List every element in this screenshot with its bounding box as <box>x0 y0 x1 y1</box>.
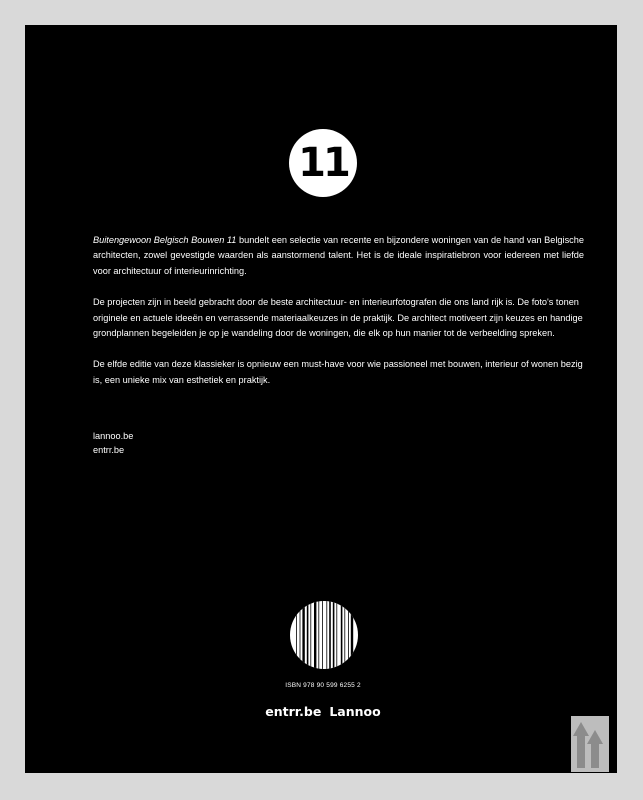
edition-number: 11 <box>298 140 348 186</box>
isbn-number: ISBN 978 90 599 6255 2 <box>285 682 361 689</box>
description <box>93 233 584 404</box>
entrr-logo: entrr.be <box>265 704 322 719</box>
link-lannoo[interactable]: lannoo.be <box>93 431 134 441</box>
back-cover <box>25 25 617 773</box>
description-paragraph-3: De elfde editie van deze klassieker is opnieuw een must-have voor wie passioneel met bouwen, interieur of wonen bezig is, een unieke mix van esthetiek en praktijk. <box>93 359 583 385</box>
arrow-sticker-icon <box>571 716 609 772</box>
publisher-logos <box>253 704 393 719</box>
publisher-links <box>93 429 133 457</box>
barcode-icon <box>290 601 358 669</box>
link-entrr[interactable]: entrr.be <box>93 445 125 455</box>
paragraph-1-text: bundelt een selectie van recente en bijzondere woningen van de hand van Belgische architecten, zowel gevestigde waarden als aanstormend talent. Het is de ideale inspiratiebron voor iedereen met liefde voor architectuur of interieurinrichting. <box>93 235 584 276</box>
lannoo-logo: Lannoo <box>329 704 381 719</box>
description-paragraph-2: De projecten zijn in beeld gebracht door de beste architectuur- en interieurfotografen die ons land rijk is. De foto's tonen originele en actuele ideeën en verrassende materiaalkeuzes in de praktijk. De architect motiveert zijn keuzes en handige grondplannen begeleiden je op je wandeling door de woningen, die elk op hun manier tot de verbeelding spreken. <box>93 297 583 339</box>
description-paragraph-1 <box>93 233 584 279</box>
edition-badge <box>289 129 357 197</box>
book-title: Buitengewoon Belgisch Bouwen 11 <box>93 235 237 245</box>
